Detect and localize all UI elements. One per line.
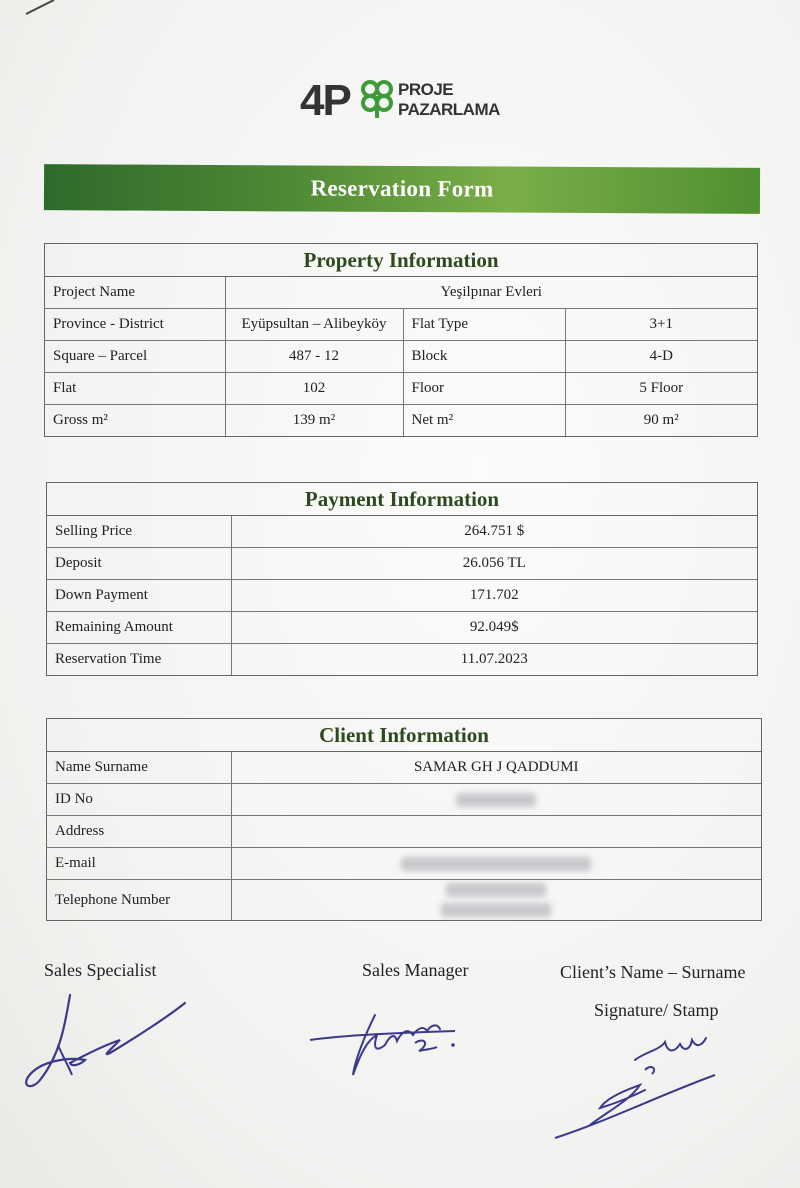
payment-information-section	[46, 482, 758, 676]
logo-line-1: PROJE	[398, 80, 454, 99]
property-table	[45, 277, 757, 436]
signature-stamp-label: Signature/ Stamp	[594, 1000, 719, 1020]
logo-text	[398, 80, 500, 120]
id-no-value	[231, 784, 761, 816]
id-no-label: ID No	[47, 784, 231, 816]
logo-line-2: PAZARLAMA	[398, 100, 500, 119]
telephone-label: Telephone Number	[47, 880, 231, 921]
form-title-banner	[44, 164, 760, 214]
sales-specialist-label: Sales Specialist	[44, 960, 157, 980]
selling-price-value: 264.751 $	[231, 516, 757, 548]
down-payment-label: Down Payment	[47, 580, 231, 612]
payment-section-title: Payment Information	[47, 483, 757, 516]
gross-label: Gross m²	[45, 405, 225, 437]
property-information-section	[44, 243, 758, 437]
floor-value: 5 Floor	[565, 373, 757, 405]
table-row	[47, 548, 757, 580]
property-section-title: Property Information	[45, 244, 757, 277]
square-label: Square – Parcel	[45, 341, 225, 373]
net-value: 90 m²	[565, 405, 757, 437]
table-row	[47, 752, 761, 784]
client-table	[47, 752, 761, 920]
reservation-time-label: Reservation Time	[47, 644, 231, 676]
remaining-amount-value: 92.049$	[231, 612, 757, 644]
client-information-section	[46, 718, 762, 921]
flat-label: Flat	[45, 373, 225, 405]
client-name-label: Client’s Name – Surname	[560, 962, 746, 982]
email-label: E-mail	[47, 848, 231, 880]
client-section-title: Client Information	[47, 719, 761, 752]
email-value	[231, 848, 761, 880]
table-row	[45, 405, 757, 437]
table-row	[45, 373, 757, 405]
name-surname-label: Name Surname	[47, 752, 231, 784]
down-payment-value: 171.702	[231, 580, 757, 612]
province-value: Eyüpsultan – Alibeyköy	[225, 309, 403, 341]
table-row	[47, 644, 757, 676]
square-value: 487 - 12	[225, 341, 403, 373]
remaining-amount-label: Remaining Amount	[47, 612, 231, 644]
pen-mark	[20, 0, 60, 20]
floor-label: Floor	[403, 373, 565, 405]
telephone-value	[231, 880, 761, 921]
table-row	[47, 816, 761, 848]
table-row	[45, 277, 757, 309]
deposit-label: Deposit	[47, 548, 231, 580]
province-label: Province - District	[45, 309, 225, 341]
flat-type-label: Flat Type	[403, 309, 565, 341]
clover-icon	[360, 78, 394, 118]
company-logo	[300, 72, 520, 128]
table-row	[45, 309, 757, 341]
redacted-id	[456, 793, 536, 807]
redacted-phone-1	[446, 883, 546, 897]
table-row	[45, 341, 757, 373]
redacted-email	[401, 857, 591, 871]
sales-specialist-signature	[10, 985, 200, 1100]
table-row	[47, 580, 757, 612]
table-row	[47, 784, 761, 816]
table-row	[47, 516, 757, 548]
reservation-time-value: 11.07.2023	[231, 644, 757, 676]
flat-value: 102	[225, 373, 403, 405]
form-title: Reservation Form	[310, 175, 494, 202]
sales-manager-signature	[305, 1005, 475, 1085]
table-row	[47, 848, 761, 880]
client-signature	[550, 1030, 730, 1145]
project-name-value: Yeşilpınar Evleri	[225, 277, 757, 309]
block-label: Block	[403, 341, 565, 373]
logo-mark: 4P	[300, 76, 350, 125]
flat-type-value: 3+1	[565, 309, 757, 341]
payment-table	[47, 516, 757, 675]
net-label: Net m²	[403, 405, 565, 437]
sales-manager-label: Sales Manager	[362, 960, 469, 980]
address-label: Address	[47, 816, 231, 848]
redacted-phone-2	[441, 903, 551, 917]
project-name-label: Project Name	[45, 277, 225, 309]
table-row	[47, 880, 761, 921]
deposit-value: 26.056 TL	[231, 548, 757, 580]
address-value	[231, 816, 761, 848]
selling-price-label: Selling Price	[47, 516, 231, 548]
gross-value: 139 m²	[225, 405, 403, 437]
block-value: 4-D	[565, 341, 757, 373]
table-row	[47, 612, 757, 644]
name-surname-value: SAMAR GH J QADDUMI	[231, 752, 761, 784]
